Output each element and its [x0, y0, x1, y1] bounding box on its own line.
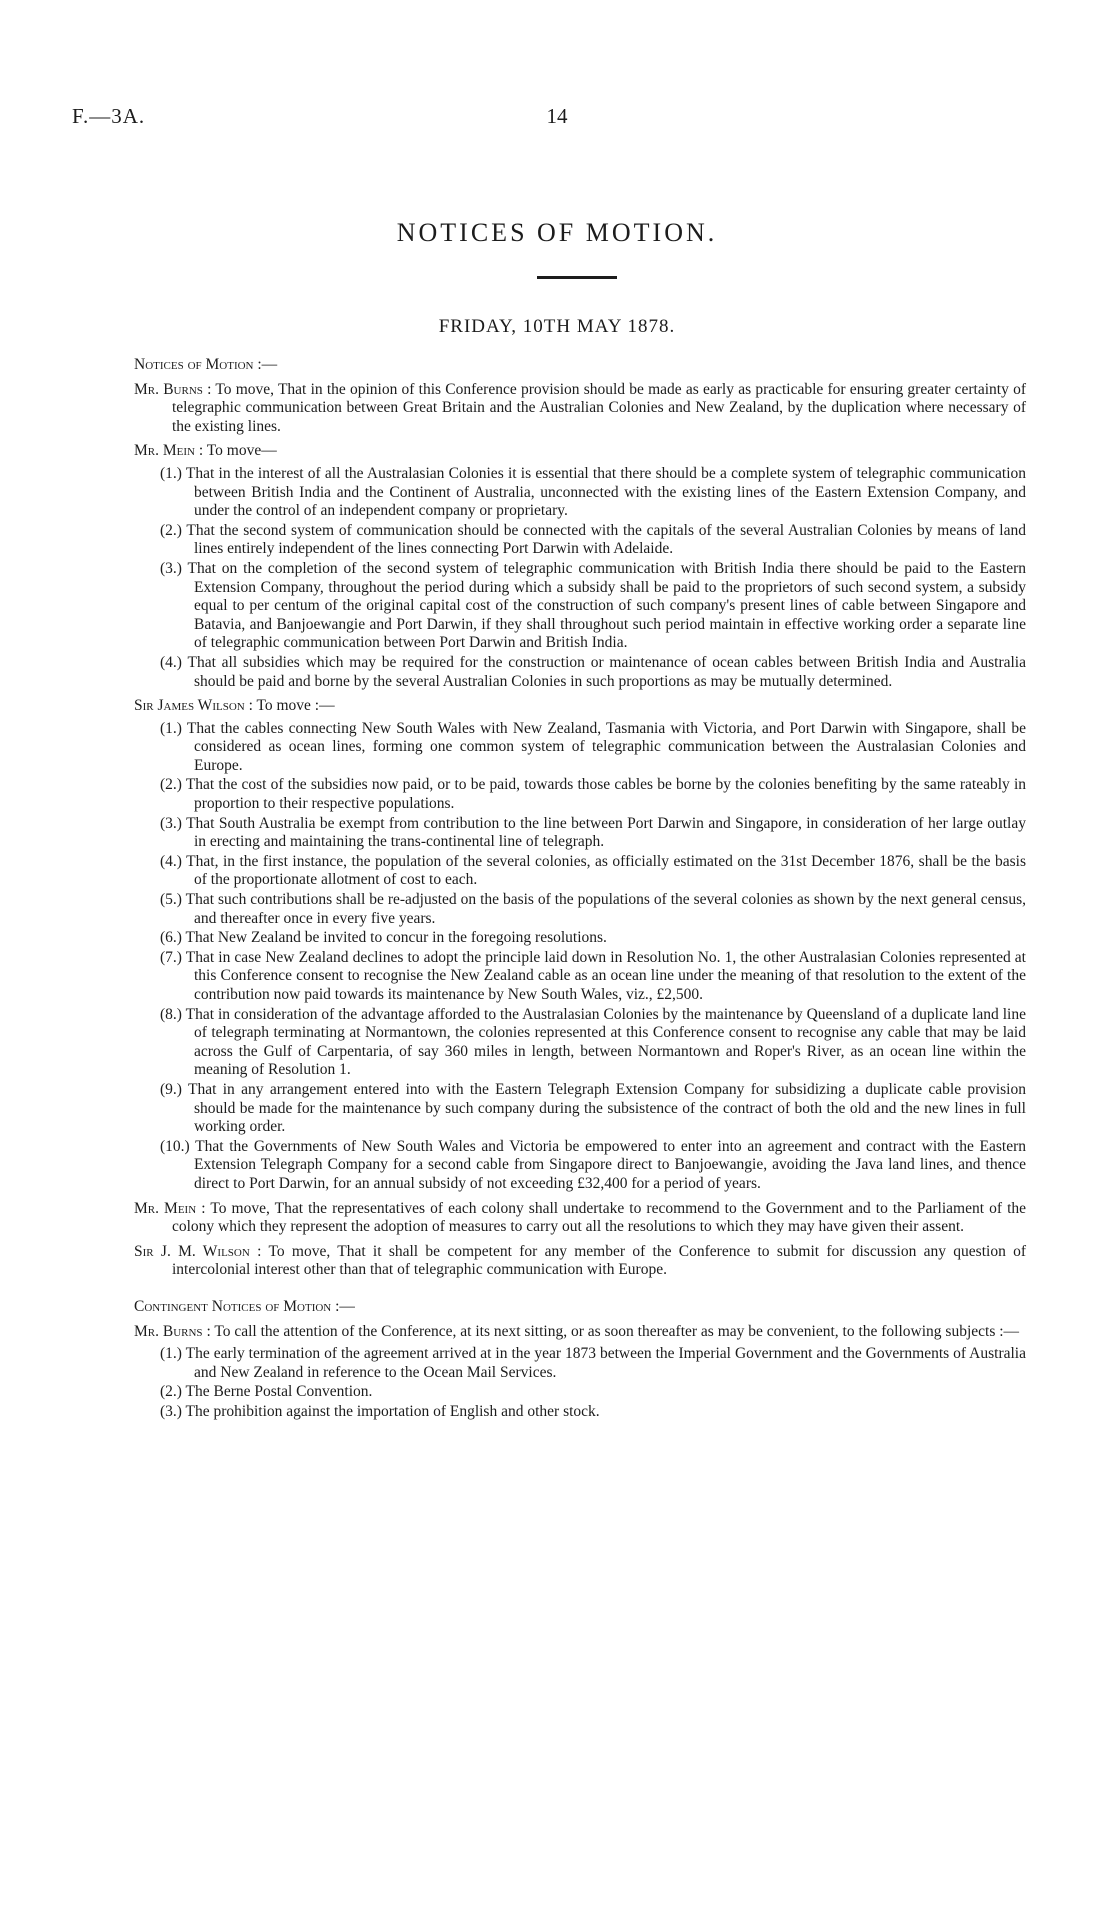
mover-name: Sir J. M. Wilson: [134, 1242, 250, 1260]
motion-mein-1-items: [134, 465, 1026, 691]
motion-mein-2: [134, 1200, 1026, 1237]
resolution-item: (4.) That all subsidies which may be required for the construction or maintenance of ocean cables between British India and Australia should be paid and borne by the several Australian Colonies in such proportions as may be mutually determined.: [160, 653, 1026, 690]
page-title: NOTICES OF MOTION.: [396, 218, 718, 247]
motion-text: : To call the attention of the Conference, at its next sitting, or as soon thereafter as may be convenient, to the following subjects :—: [206, 1322, 1020, 1340]
title-rule: [537, 276, 617, 279]
motion-wilson-1-items: [134, 720, 1026, 1194]
motion-burns-2-items: [134, 1345, 1026, 1421]
meeting-date: FRIDAY, 10TH MAY 1878.: [438, 316, 676, 337]
resolution-item: (5.) That such contributions shall be re-adjusted on the basis of the populations of the several colonies as shown by the next general census, and thereafter once in every five years.: [160, 891, 1026, 927]
resolution-item: (2.) That the cost of the subsidies now paid, or to be paid, towards those cables be borne by the colonies benefiting by the same rateably in proportion to their respective populations.: [160, 776, 1026, 813]
motion-burns-1: [134, 381, 1026, 437]
motion-mein-1: [134, 442, 1026, 461]
section-heading-notices: Notices of Motion :—: [134, 356, 278, 373]
document-body: [134, 352, 1026, 1425]
resolution-item: (6.) That New Zealand be invited to concur in the foregoing resolutions.: [160, 929, 607, 947]
resolution-item: (2.) That the second system of communication should be connected with the capitals of the several Australian Colonies by means of land lines entirely independent of the lines connecting Port Darwin with Adelaide.: [160, 521, 1026, 558]
mover-name: Mr. Burns: [134, 380, 203, 398]
motion-wilson-2: [134, 1243, 1026, 1280]
page-header: [72, 104, 1042, 134]
document-reference: F.—3A.: [72, 104, 146, 128]
motion-text: : To move, That it shall be competent for any member of the Conference to submit for discussion any question of intercolonial interest other than that of telegraphic communication with Europe.: [172, 1242, 1027, 1279]
resolution-item: (7.) That in case New Zealand declines to adopt the principle laid down in Resolution No. 1, the other Australasian Colonies represented at this Conference consent to recognise the New Zealand cable as an ocean line under the meaning of that resolution to the extent of the contribution now paid towards its maintenance by New South Wales, viz., £2,500.: [160, 948, 1026, 1003]
resolution-item: (8.) That in consideration of the advantage afforded to the Australasian Colonies by the maintenance by Queensland of a duplicate land line of telegraph terminating at Normantown, the colonies represented at this Conference consent to recognise any cable that may be laid across the Gulf of Carpentaria, of say 360 miles in length, between Normantown and Roper's River, as an ocean line within the meaning of Resolution 1.: [160, 1005, 1026, 1079]
page-number: 14: [546, 104, 568, 128]
resolution-item: (1.) That in the interest of all the Australasian Colonies it is essential that there should be a complete system of telegraphic communication between British India and the Continent of Australia, unconnected with the existing lines of the Eastern Extension Company, and under the control of an independent company or proprietary.: [160, 464, 1026, 520]
mover-name: Sir James Wilson: [134, 697, 245, 715]
resolution-item: (3.) That on the completion of the second system of telegraphic communication with British India there should be paid to the Eastern Extension Company, throughout the period during which a subsidy shall be paid to the proprietors of such second system, a subsidy equal to per centum of the original capital cost of the construction of such company's present lines of cable between Singapore and Batavia, and Banjoewangie and Port Darwin, if they shall throughout such period maintain in effective working order a separate line of telegraphic communication between Port Darwin and British India.: [160, 559, 1026, 652]
resolution-item: (3.) That South Australia be exempt from contribution to the line between Port Darwin and Singapore, in consideration of her large outlay in erecting and maintaining the trans-continental line of telegraph.: [160, 814, 1026, 851]
resolution-item: (9.) That in any arrangement entered into with the Eastern Telegraph Extension Company for subsidizing a duplicate cable provision should be made for the maintenance by such company during the subsistence of the contract of both the old and the new lines in full working order.: [160, 1080, 1026, 1136]
mover-name: Mr. Burns: [134, 1322, 203, 1340]
motion-text: : To move—: [198, 442, 277, 460]
subject-item: (2.) The Berne Postal Convention.: [160, 1383, 373, 1401]
motion-burns-2: [134, 1323, 1026, 1342]
spacer: [134, 1284, 1026, 1294]
resolution-item: (4.) That, in the first instance, the population of the several colonies, as officially estimated on the 31st December 1876, shall be the basis of the proportionate allotment of cost to each.: [160, 852, 1026, 889]
mover-name: Mr. Mein: [134, 442, 195, 460]
resolution-item: (1.) That the cables connecting New South Wales with New Zealand, Tasmania with Victoria, and Port Darwin with Singapore, shall be considered as ocean lines, forming one common system of telegraphic communication between the Australasian Colonies and Europe.: [160, 719, 1026, 774]
mover-name: Mr. Mein: [134, 1199, 197, 1217]
section-heading-contingent: Contingent Notices of Motion :—: [134, 1297, 355, 1315]
resolution-item: (10.) That the Governments of New South Wales and Victoria be empowered to enter into an agreement and contract with the Eastern Extension Telegraph Company for a second cable from Singapore direct to Banjoewangie, avoiding the Java land lines, and thence direct to Port Darwin, for an annual subsidy of not exceeding £32,400 for a period of years.: [160, 1137, 1026, 1192]
motion-wilson-1: [134, 697, 1026, 716]
subject-item: (1.) The early termination of the agreement arrived at in the year 1873 between the Imperial Government and the Governments of Australia and New Zealand in reference to the Ocean Mail Services.: [160, 1345, 1026, 1381]
motion-text: : To move, That in the opinion of this Conference provision should be made as early as practicable for ensuring greater certainty of telegraphic communication between Great Britain and the Australian Colonies and New Zealand, by the duplication where necessary of the existing lines.: [172, 380, 1026, 435]
motion-text: : To move :—: [248, 697, 335, 715]
motion-text: : To move, That the representatives of each colony shall undertake to recommend to the Government and to the Parliament of the colony which they represent the adoption of measures to carry out all the resolutions to which they may have given their assent.: [172, 1199, 1027, 1236]
subject-item: (3.) The prohibition against the importation of English and other stock.: [160, 1402, 600, 1420]
